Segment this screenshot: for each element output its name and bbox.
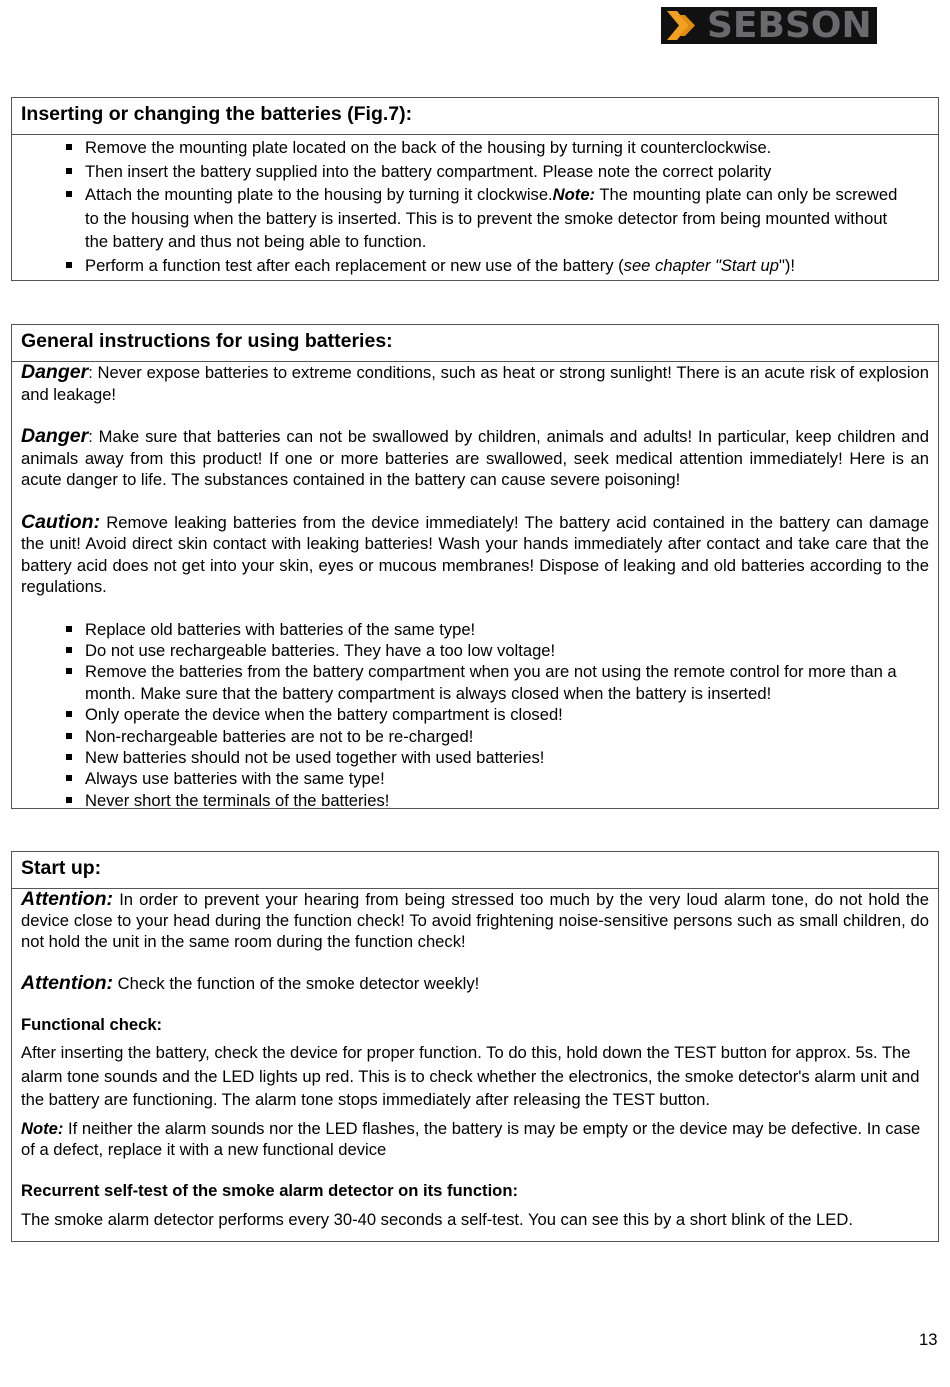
danger-paragraph xyxy=(21,362,929,405)
bullet-list xyxy=(12,135,938,277)
danger-label: Danger xyxy=(21,361,89,383)
list-item: Do not use rechargeable batteries. They have a too low voltage! xyxy=(21,640,929,661)
list-item: New batteries should not be used together with used batteries! xyxy=(21,747,929,768)
bullet-list xyxy=(12,619,938,812)
list-item: Always use batteries with the same type! xyxy=(21,768,929,789)
list-item: Remove the batteries from the battery compartment when you are not using the remote control for more than a month. Make sure that the battery compartment is always closed when the battery is inserted! xyxy=(21,661,929,704)
paragraph-text: : Never expose batteries to extreme conditions, such as heat or strong sunlight! There is an acute risk of explosion and leakage! xyxy=(21,363,929,404)
paragraph-text: : Make sure that batteries can not be swallowed by children, animals and adults! In particular, keep children and animals away from this product! If one or more batteries are swallowed, seek medical attention immediately! Here is an acute danger to life. The substances contained in the battery can cause severe poisoning! xyxy=(21,427,929,489)
list-item: Non-rechargeable batteries are not to be re-charged! xyxy=(21,726,929,747)
note-paragraph xyxy=(21,1118,929,1160)
list-item: Then insert the battery supplied into the battery compartment. Please note the correct polarity xyxy=(21,160,898,184)
caution-paragraph xyxy=(21,512,929,598)
paragraph-text: In order to prevent your hearing from being stressed too much by the very loud alarm tone, do not hold the device close to your head during the function check! To avoid frightening noise-sensitive persons such as small children, do not hold the unit in the same room during the function check! xyxy=(21,890,929,951)
list-item: Replace old batteries with batteries of the same type! xyxy=(21,619,929,640)
logo-text: SEBSON xyxy=(707,5,872,46)
list-item xyxy=(21,183,898,254)
functional-check-text: After inserting the battery, check the device for proper function. To do this, hold down the TEST button for approx. 5s. The alarm tone sounds and the LED lights up red. This is to check whether the electronics, the smoke detector's alarm unit and the battery are functioning. The alarm tone stops immediately after releasing the TEST button. xyxy=(21,1043,920,1109)
section-general-instructions xyxy=(11,324,939,809)
sebson-logo xyxy=(661,7,877,44)
page-number: 13 xyxy=(919,1330,938,1349)
self-test-text: The smoke alarm detector performs every 30-40 seconds a self-test. You can see this by a short blink of the LED. xyxy=(21,1209,853,1229)
attention-paragraph xyxy=(21,889,929,952)
paragraph-text: Check the function of the smoke detector weekly! xyxy=(113,974,480,993)
chapter-reference: see chapter "Start up xyxy=(623,255,779,275)
danger-label: Danger xyxy=(21,425,89,447)
section-title: Inserting or changing the batteries (Fig.7): xyxy=(12,98,938,135)
paragraph-text: Remove leaking batteries from the device immediately! The battery acid contained in the battery can damage the unit! Avoid direct skin contact with leaking batteries! Wash your hands immediately after contact and take care that the battery acid does not get into your skin, eyes or mucous membranes! Dispose of leaking and old batteries according to the regulations. xyxy=(21,512,929,596)
attention-paragraph xyxy=(21,973,929,994)
list-item xyxy=(21,254,898,278)
caution-label: Caution: xyxy=(21,510,101,533)
item-text: The mounting plate can only be screwed to the housing when the battery is inserted. This is to prevent the smoke detector from being mounted without the battery and thus not being able to function. xyxy=(85,185,898,251)
attention-label: Attention: xyxy=(21,888,114,910)
danger-paragraph xyxy=(21,426,929,491)
attention-label: Attention: xyxy=(21,972,114,994)
note-label: Note: xyxy=(552,185,596,204)
paragraph-text: If neither the alarm sounds nor the LED flashes, the battery is may be empty or the device may be defective. In case of a defect, replace it with a new functional device xyxy=(21,1118,921,1159)
list-item: Never short the terminals of the batteries! xyxy=(21,790,929,811)
chevron-logo-icon xyxy=(665,9,701,42)
section-inserting-batteries xyxy=(11,97,939,281)
section-title: General instructions for using batteries: xyxy=(12,325,938,362)
section-title: Start up: xyxy=(12,852,938,889)
item-text: ")! xyxy=(778,255,796,275)
item-text: Perform a function test after each replacement or new use of the battery ( xyxy=(85,255,624,275)
note-label: Note: xyxy=(21,1118,64,1138)
functional-check-heading: Functional check: xyxy=(21,1015,163,1034)
section-start-up xyxy=(11,851,939,1242)
item-text: Attach the mounting plate to the housing by turning it clockwise. xyxy=(85,185,553,204)
list-item: Remove the mounting plate located on the back of the housing by turning it counterclockwise. xyxy=(21,136,898,160)
self-test-heading: Recurrent self-test of the smoke alarm detector on its function: xyxy=(21,1180,518,1200)
list-item: Only operate the device when the battery compartment is closed! xyxy=(21,704,929,725)
